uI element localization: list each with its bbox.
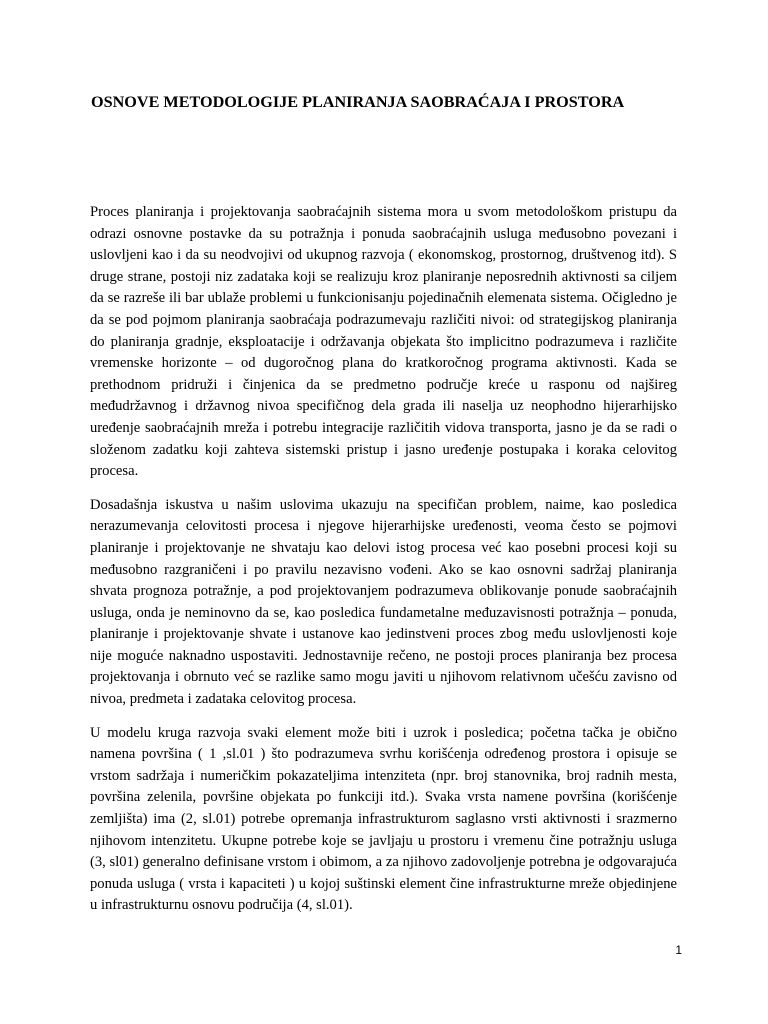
paragraph-1: Proces planiranja i projektovanja saobraćajnih sistema mora u svom metodološkom pristupu da odrazi osnovne postavke da su potražnja i ponuda saobraćajnih usluga međusobno povezani i uslovljeni kao i da su neodvojivi od ukupnog razvoja ( ekonomskog, prostornog, društvenog itd). S druge strane, postoji niz zadataka koji se realizuju kroz planiranje neposrednih aktivnosti sa ciljem da se razreše ili bar ublaže problemi u funkcionisanju pojedinačnih elemenata sistema. Očigledno je da se pod pojmom planiranja saobraćaja podrazumevaju različiti nivoi: od strategijskog planiranja do planiranja gradnje, eksploatacije i održavanja objekata što implicitno podrazumeva i različite vremenske horizonte – od dugoročnog plana do kratkoročnog programa aktivnosti. Kada se prethodnom pridruži i činjenica da se predmetno područje kreće u rasponu od najšireg međudržavnog i državnog nivoa specifičnog dela grada ili naselja uz neophodno hijerarhijsko uređenje saobraćajnih mreža i potrebu integracije različitih vidova transporta, jasno je da se radi o složenom zadatku koji zahteva sistemski pristup i jasno uređenje postupaka i koraka celovitog procesa. <box>90 204 677 480</box>
document-body <box>90 202 677 929</box>
page-number: 1 <box>675 943 682 957</box>
paragraph-3: U modelu kruga razvoja svaki element može biti i uzrok i posledica; početna tačka je obično namena površina ( 1 ,sl.01 ) što podrazumeva svrhu korišćenja određenog prostora i opisuje se vrstom sadržaja i numeričkim pokazateljima intenziteta (npr. broj stanovnika, broj radnih mesta, površina zelenila, površine objekata po funkciji itd.). Svaka vrsta namene površina (korišćenje zemljišta) ima (2, sl.01) potrebe opremanja infrastrukturom saglasno vrsti aktivnosti i srazmerno njihovom intenzitetu. Ukupne potrebe koje se javljaju u prostoru i vremenu čine potražnju usluga (3, sl01) generalno definisane vrstom i obimom, a za njihovo zadovoljenje potrebna je odgovarajuća ponuda usluga ( vrsta i kapaciteti ) u kojoj suštinski element čine infrastrukturne mreže objedinjene u infrastrukturnu osnovu područija (4, sl.01). <box>90 724 677 914</box>
paragraph-2: Dosadašnja iskustva u našim uslovima ukazuju na specifičan problem, naime, kao posledica nerazumevanja celovitosti procesa i njegove hijerarhijske uređenosti, veoma često se pojmovi planiranje i projektovanje ne shvataju kao delovi istog procesa već kao posebni procesi koji su međusobno razgraničeni i po pravilu nezavisno vođeni. Ako se kao osnovni sadržaj planiranja shvata prognoza potražnje, a pod projektovanjem podrazumeva oblikovanje ponude saobraćajnih usluga, onda je neminovno da se, kao posledica fundametalne međuzavisnosti potražnja – ponuda, planiranje i projektovanje shvate i ustanove kao jedinstveni proces zbog među uslovljenosti koje nije moguće naknadno uspostaviti. Jednostavnije rečeno, ne postoji proces planiranja bez procesa projektovanja i obrnuto već se razlike samo mogu javiti u njihovom relativnom učešću zavisno od nivoa, predmeta i zadataka celovitog procesa. <box>90 496 677 708</box>
document-title: OSNOVE METODOLOGIJE PLANIRANJA SAOBRAĆAJA I PROSTORA <box>91 93 625 111</box>
